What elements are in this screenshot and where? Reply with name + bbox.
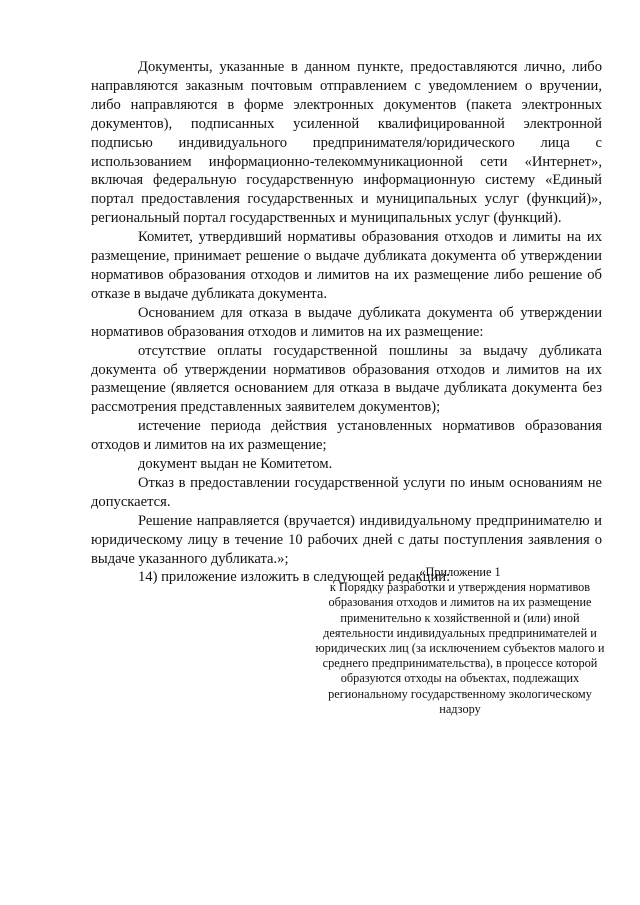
paragraph-item-14: 14) приложение изложить в следующей редакции: bbox=[138, 569, 451, 586]
paragraph-committee-decision: Комитет, утвердивший нормативы образования отходов и лимиты на их размещение, принимает решение о выдаче дубликата документа об утверждении нормативов образования отходов и лимитов на их размещение либо решение об отказе в выдаче дубликата документа. bbox=[91, 229, 602, 302]
document-body bbox=[91, 58, 602, 587]
paragraph-no-other-grounds: Отказ в предоставлении государственной услуги по иным основаниям не допускается. bbox=[91, 474, 602, 510]
paragraph-ground-expired: истечение периода действия установленных нормативов образования отходов и лимитов на их размещение; bbox=[91, 418, 602, 454]
paragraph-ground-no-fee: отсутствие оплаты государственной пошлины за выдачу дубликата документа об утверждении нормативов образования отходов и лимитов на их размещение (является основанием для отказа в выдаче дубликата документа без рассмотрения представленных заявителем документов); bbox=[91, 342, 602, 416]
paragraph-refusal-grounds: Основанием для отказа в выдаче дубликата документа об утверждении нормативов образования отходов и лимитов на их размещение: bbox=[91, 304, 602, 340]
annex-body: к Порядку разработки и утверждения нормативов образования отходов и лимитов на их размещение применительно к хозяйственной и (или) иной деятельности индивидуальных предпринимателей и юридических лиц (за исключением субъектов малого и среднего предпринимательства), в процессе которой образуются отходы на объектах, подлежащих региональному государственному экологическому надзору bbox=[315, 580, 605, 716]
paragraph-documents-submission: Документы, указанные в данном пункте, предоставляются лично, либо направляются заказным почтовым отправлением с уведомлением о вручении, либо направляются в форме электронных документов (пакета электронных документов), подписанных усиленной квалифицированной электронной подписью индивидуального предпринимателя/юридического лица с использованием информационно-телекоммуникационной сети «Интернет», включая федеральную государственную информационную систему «Единый портал предоставления государственных и муниципальных услуг (функций)», региональный портал государственных и муниципальных услуг (функций). bbox=[91, 59, 602, 227]
annex-title: «Приложение 1 bbox=[419, 565, 501, 579]
annex-heading bbox=[311, 565, 609, 717]
paragraph-decision-delivery: Решение направляется (вручается) индивидуальному предпринимателю и юридическому лицу в течение 10 рабочих дней с даты поступления заявления о выдаче указанного дубликата.»; bbox=[91, 512, 602, 567]
paragraph-ground-not-committee: документ выдан не Комитетом. bbox=[138, 456, 333, 473]
